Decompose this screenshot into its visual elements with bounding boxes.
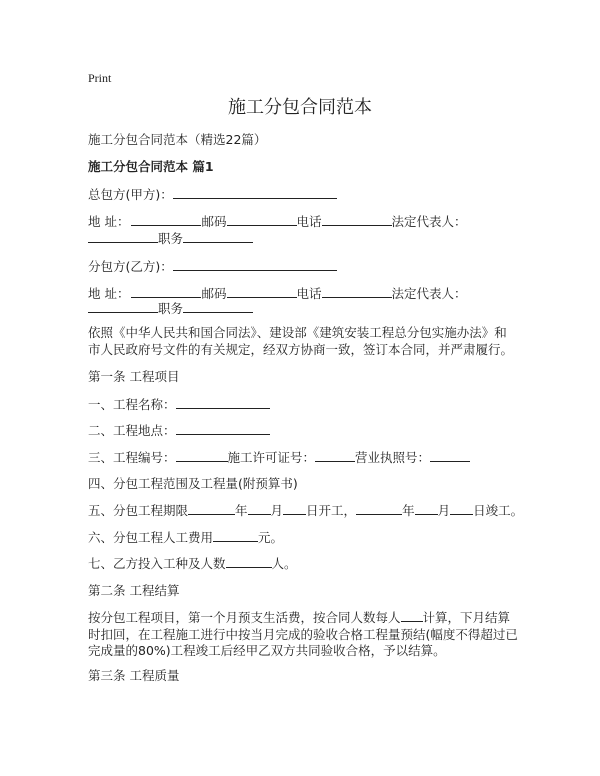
label: 地 址：	[88, 214, 130, 229]
text: 按分包工程项目，第一个月预支生活费，按合同人数每人	[88, 610, 401, 625]
blank-field	[131, 285, 201, 298]
blank-field	[183, 300, 253, 313]
label: 职务	[158, 231, 184, 246]
label: 电话	[296, 214, 322, 229]
label: 二、工程地点：	[88, 423, 176, 438]
label: 三、工程编号：	[88, 450, 176, 465]
blank-field	[356, 502, 402, 515]
label: 人。	[271, 556, 297, 571]
blank-field	[183, 230, 253, 243]
blank-field	[430, 449, 470, 462]
blank-field	[213, 529, 258, 542]
subtitle: 施工分包合同范本（精选22篇）	[88, 132, 267, 147]
label: 电话	[296, 286, 322, 301]
label: 分包方(乙方)：	[88, 259, 173, 274]
blank-field	[283, 502, 306, 515]
blank-field	[88, 300, 158, 313]
blank-field	[131, 213, 201, 226]
label: 职务	[158, 301, 184, 316]
item-2	[88, 422, 270, 439]
party-a-address-line	[88, 213, 467, 230]
article-3-heading: 第三条 工程质量	[88, 668, 180, 683]
label: 年	[235, 503, 248, 518]
blank-field	[176, 449, 228, 462]
print-link[interactable]: Print	[88, 71, 112, 85]
blank-field	[226, 555, 272, 568]
blank-field	[176, 422, 270, 435]
label: 总包方(甲方)：	[88, 187, 173, 202]
article-1-heading: 第一条 工程项目	[88, 369, 180, 384]
label: 邮码	[201, 214, 227, 229]
item-3	[88, 449, 470, 466]
blank-field	[401, 609, 423, 622]
blank-field	[188, 502, 235, 515]
label: 邮码	[201, 286, 227, 301]
settlement-paragraph	[88, 609, 518, 660]
blank-field	[227, 213, 297, 226]
blank-field	[88, 230, 158, 243]
item-7	[88, 555, 297, 572]
blank-field	[315, 449, 355, 462]
label: 七、乙方投入工种及人数	[88, 556, 226, 571]
blank-field	[415, 502, 438, 515]
blank-field	[450, 502, 473, 515]
section-heading: 施工分包合同范本 篇1	[88, 159, 214, 174]
party-a-line	[88, 186, 337, 203]
item-6	[88, 529, 283, 546]
party-b-position-line	[88, 300, 253, 317]
blank-field	[248, 502, 271, 515]
label: 法定代表人：	[391, 214, 467, 229]
item-4: 四、分包工程范围及工程量(附预算书)	[88, 476, 298, 491]
label: 法定代表人：	[391, 286, 467, 301]
blank-field	[176, 396, 270, 409]
label: 营业执照号：	[355, 450, 431, 465]
label: 日开工，	[306, 503, 357, 518]
document-title: 施工分包合同范本	[228, 97, 372, 118]
label: 施工许可证号：	[227, 450, 316, 465]
label: 五、分包工程期限	[88, 503, 189, 518]
item-5	[88, 502, 523, 519]
label: 元。	[258, 530, 284, 545]
article-2-heading: 第二条 工程结算	[88, 583, 180, 598]
blank-field	[173, 258, 337, 271]
label: 日竣工。	[473, 503, 524, 518]
party-a-position-line	[88, 230, 253, 247]
blank-field	[173, 186, 337, 199]
label: 一、工程名称：	[88, 397, 176, 412]
text: 计算，下月结算时扣回，在工程施工进行中按当月完成的验收合格工程量预结(幅度不得超过已完成量的80%)工程竣工后经甲乙双方共同验收合格，予以结算。	[88, 610, 518, 658]
preamble: 依照《中华人民共和国合同法》、建设部《建筑安装工程总分包实施办法》和市人民政府号文件的有关规定，经双方协商一致，签订本合同，并严肃履行。	[88, 325, 514, 357]
label: 月	[270, 503, 284, 518]
label: 月	[437, 503, 451, 518]
blank-field	[227, 285, 297, 298]
party-b-line	[88, 258, 337, 275]
label: 六、分包工程人工费用	[88, 530, 214, 545]
label: 年	[402, 503, 415, 518]
blank-field	[322, 285, 392, 298]
blank-field	[322, 213, 392, 226]
label: 地 址：	[88, 286, 130, 301]
item-1	[88, 396, 270, 413]
